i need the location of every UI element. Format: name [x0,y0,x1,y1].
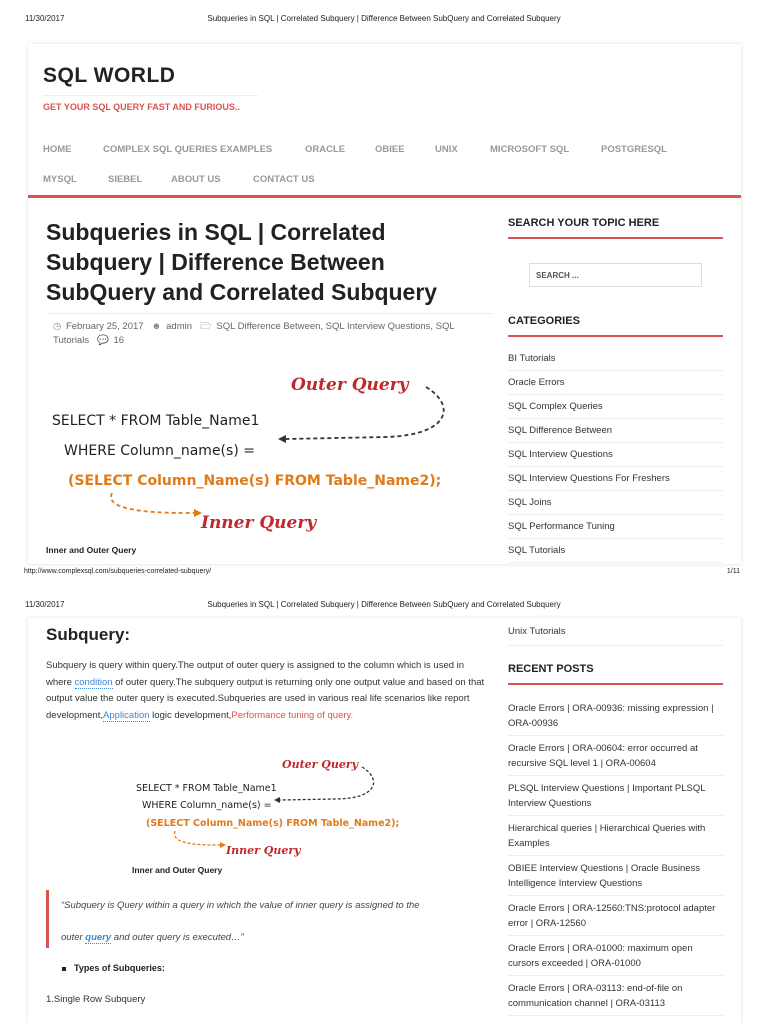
figure-caption: Inner and Outer Query [46,545,137,555]
outer-arrowhead [274,797,280,803]
sql-line-1: SELECT * FROM Table_Name1 [52,413,260,429]
performance-tuning-link[interactable]: Performance tuning of query. [231,709,354,721]
category-item[interactable]: SQL Interview Questions [508,443,723,467]
paragraph-text: of outer query.The subquery output is returning only one output value and based on that output value the outer query is executed.Subqueries are used in various real life scenarios like report development, [46,676,485,721]
category-item[interactable]: BI Tutorials [508,347,723,371]
quote-text: outer [61,932,86,943]
nav-oracle[interactable]: ORACLE [305,144,346,155]
user-icon: ☻ [151,321,162,332]
post-title: Subqueries in SQL | Correlated Subquery | Difference Between SubQuery and Correlated Subquery [46,219,438,305]
blockquote [46,890,486,948]
divider [43,95,258,96]
paragraph-text: logic development, [149,709,232,721]
category-item[interactable]: SQL Tutorials [508,539,723,563]
nav-about-us[interactable]: ABOUT US [171,174,221,185]
intro-paragraph [46,658,486,724]
outer-query-label: Outer Query [282,758,359,771]
types-heading [62,963,165,973]
folder-icon: 🗁 [199,321,212,332]
recent-post-item[interactable]: OBIEE Interview Questions | Oracle Business Intelligence Interview Questions [508,856,723,896]
nav-siebel[interactable]: SIEBEL [108,174,143,185]
recent-posts-heading: RECENT POSTS [508,663,723,685]
recent-posts-list [508,696,723,1016]
application-link[interactable]: Application [103,709,150,721]
section-heading: Subquery: [46,625,131,644]
inner-arrow [175,831,220,845]
outer-query-label: Outer Query [291,375,409,395]
nav-microsoft-sql[interactable]: MICROSOFT SQL [490,144,570,155]
quote-line-1: “Subquery is Query within a query in which the value of inner query is assigned to the [61,900,420,911]
recent-post-item[interactable]: Oracle Errors | ORA-01000: maximum open cursors exceeded | ORA-01000 [508,936,723,976]
query-link[interactable]: query [85,932,112,943]
site-title[interactable]: SQL WORLD [43,64,176,87]
nav-mysql[interactable]: MYSQL [43,174,77,185]
nav-complex-sql[interactable]: COMPLEX SQL QUERIES EXAMPLES [103,144,273,155]
print-title: Subqueries in SQL | Correlated Subquery | Difference Between SubQuery and Correlated Subquery [207,14,561,23]
nav-postgresql[interactable]: POSTGRESQL [601,144,667,155]
recent-post-item[interactable]: Oracle Errors | ORA-00604: error occurred at recursive SQL level 1 | ORA-00604 [508,736,723,776]
category-item[interactable]: SQL Interview Questions For Freshers [508,467,723,491]
nav-unix[interactable]: UNIX [435,144,458,155]
search-input[interactable]: SEARCH ... [529,263,702,287]
divider [46,313,493,314]
print-url: http://www.complexsql.com/subqueries-correlated-subquery/ [24,568,212,575]
quote-line-2 [61,922,486,954]
inner-query-label: Inner Query [201,513,317,533]
category-item[interactable]: Unix Tutorials [508,626,566,637]
figure-caption: Inner and Outer Query [132,865,223,875]
post-meta [53,320,483,348]
search-widget-heading: SEARCH YOUR TOPIC HERE [508,217,723,239]
post-author[interactable]: admin [166,321,193,332]
pdf-header [0,0,768,23]
inner-query-label: Inner Query [226,844,301,857]
recent-post-item[interactable]: Oracle Errors | ORA-00936: missing expression | ORA-00936 [508,696,723,736]
categories-list [508,347,723,563]
sql-line-2: WHERE Column_name(s) = [142,800,272,811]
bullet-icon [62,967,66,971]
site-tagline: GET YOUR SQL QUERY FAST AND FURIOUS.. [43,102,240,112]
recent-post-item[interactable]: Hierarchical queries | Hierarchical Queries with Examples [508,816,723,856]
categories-heading: CATEGORIES [508,315,723,337]
single-row-subquery: 1.Single Row Subquery [46,994,146,1005]
recent-post-item[interactable]: PLSQL Interview Questions | Important PLSQL Interview Questions [508,776,723,816]
pdf-header [0,586,768,609]
category-item[interactable]: Oracle Errors [508,371,723,395]
comment-icon: 💬 [97,335,109,346]
sql-line-2: WHERE Column_name(s) = [64,443,255,459]
clock-icon: ◷ [53,321,62,332]
sql-line-3: (SELECT Column_Name(s) FROM Table_Name2); [146,818,400,829]
print-date: 11/30/2017 [25,14,65,23]
post-comments-count[interactable]: 16 [113,335,125,346]
outer-arrow [280,767,374,800]
subquery-diagram-small [130,755,420,860]
outer-arrowhead [278,435,286,443]
nav-home[interactable]: HOME [43,144,72,155]
recent-post-item[interactable]: Oracle Errors | ORA-12560:TNS:protocol adapter error | ORA-12560 [508,896,723,936]
category-item[interactable]: SQL Difference Between [508,419,723,443]
quote-text: and outer query is executed…” [111,932,244,943]
subquery-diagram [46,365,486,540]
print-title: Subqueries in SQL | Correlated Subquery | Difference Between SubQuery and Correlated Subquery [207,600,561,609]
recent-post-item[interactable]: Oracle Errors | ORA-03113: end-of-file on communication channel | ORA-03113 [508,976,723,1016]
nav-contact-us[interactable]: CONTACT US [253,174,315,185]
category-item[interactable]: SQL Complex Queries [508,395,723,419]
inner-arrow [111,493,194,513]
divider [508,645,723,646]
nav-underline [28,195,741,198]
condition-link[interactable]: condition [74,676,113,688]
sql-line-1: SELECT * FROM Table_Name1 [136,783,277,794]
post-categories[interactable]: SQL Difference Between, SQL Interview Questions, SQL Tutorials [53,321,455,346]
types-heading-text: Types of Subqueries: [74,963,165,973]
post-date: February 25, 2017 [65,321,144,332]
category-item[interactable]: SQL Joins [508,491,723,515]
print-date: 11/30/2017 [25,600,65,609]
sql-line-3: (SELECT Column_Name(s) FROM Table_Name2); [68,473,442,489]
category-item[interactable]: SQL Performance Tuning [508,515,723,539]
nav-obiee[interactable]: OBIEE [375,144,405,155]
print-page-number: 1/11 [726,568,740,575]
paragraph-text: Subquery is query within query.The output of outer query is assigned to the column which is used in where [46,660,465,688]
